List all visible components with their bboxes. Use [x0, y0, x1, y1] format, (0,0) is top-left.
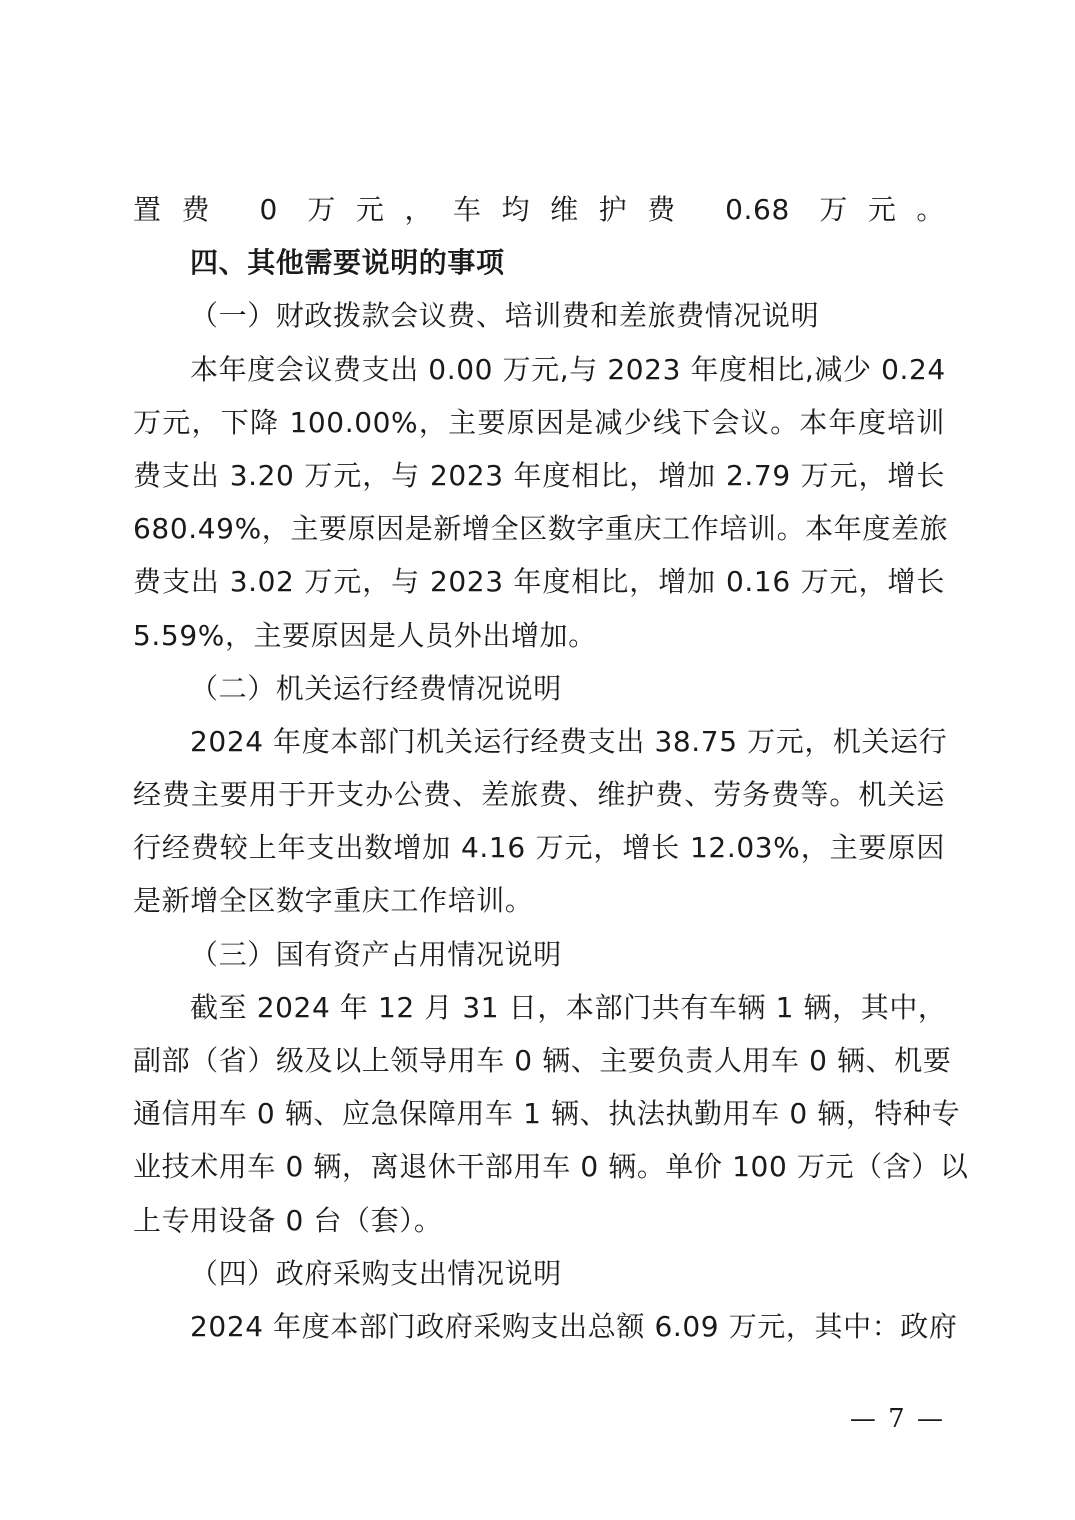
- paragraph-line: 万元，下降 100.00%，主要原因是减少线下会议。本年度培训: [133, 405, 945, 439]
- document-body: [133, 183, 969, 1353]
- page-number: — 7 —: [849, 1404, 945, 1434]
- paragraph-line: 置费 0 万元，车均维护费 0.68 万元。: [133, 193, 945, 226]
- paragraph-line: 2024 年度本部门政府采购支出总额 6.09 万元，其中：政府: [190, 1309, 958, 1343]
- paragraph-line: 行经费较上年支出数增加 4.16 万元，增长 12.03%，主要原因: [133, 831, 945, 865]
- subsection-heading: （三）国有资产占用情况说明: [190, 937, 562, 971]
- paragraph-line: 是新增全区数字重庆工作培训。: [133, 884, 534, 918]
- paragraph-line: 通信用车 0 辆、应急保障用车 1 辆、执法执勤用车 0 辆，特种专: [133, 1097, 961, 1131]
- paragraph-line: 经费主要用于开支办公费、差旅费、维护费、劳务费等。机关运: [133, 778, 945, 812]
- paragraph-line: 费支出 3.20 万元，与 2023 年度相比，增加 2.79 万元，增长: [133, 458, 945, 492]
- paragraph-line: 5.59%，主要原因是人员外出增加。: [133, 618, 597, 652]
- subsection-heading: （一）财政拨款会议费、培训费和差旅费情况说明: [190, 299, 820, 333]
- subsection-heading: （四）政府采购支出情况说明: [190, 1256, 562, 1290]
- paragraph-line: 副部（省）级及以上领导用车 0 辆、主要负责人用车 0 辆、机要: [133, 1044, 952, 1077]
- paragraph-line: 2024 年度本部门机关运行经费支出 38.75 万元，机关运行: [190, 724, 948, 758]
- section-heading: 四、其他需要说明的事项: [190, 246, 505, 280]
- paragraph-line: 上专用设备 0 台（套）。: [133, 1203, 443, 1237]
- paragraph-line: 本年度会议费支出 0.00 万元,与 2023 年度相比,减少 0.24: [190, 352, 946, 386]
- paragraph-line: 业技术用车 0 辆，离退休干部用车 0 辆。单价 100 万元（含）以: [133, 1150, 969, 1184]
- paragraph-line: 680.49%，主要原因是新增全区数字重庆工作培训。本年度差旅: [133, 512, 949, 546]
- subsection-heading: （二）机关运行经费情况说明: [190, 671, 562, 705]
- paragraph-line: 截至 2024 年 12 月 31 日，本部门共有车辆 1 辆，其中，: [190, 990, 947, 1024]
- paragraph-line: 费支出 3.02 万元，与 2023 年度相比，增加 0.16 万元，增长: [133, 565, 945, 599]
